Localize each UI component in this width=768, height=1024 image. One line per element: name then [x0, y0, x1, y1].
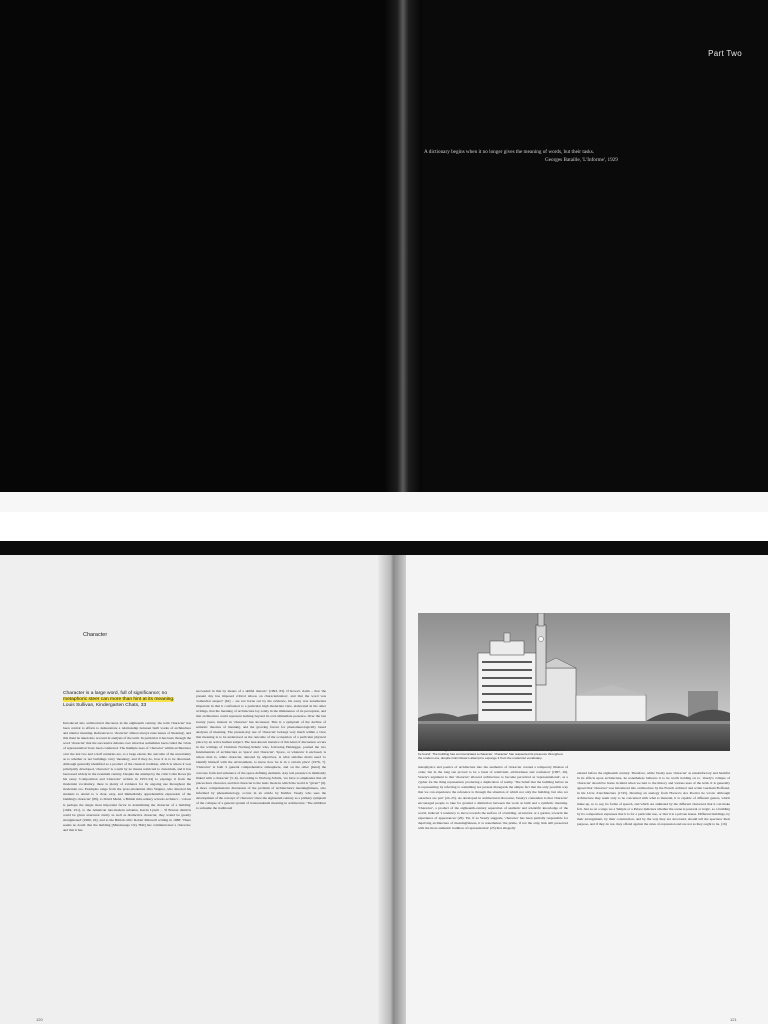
body-column-1: Introduced into architectural discourse in the eighteenth century, the term 'character' has been central to efforts to demonstrate a relationship between built works of architecture and ulterior meaning. References to 'character' almost always raise issues of 'meaning', and this must be taken into account in analysis of the term. In particular it has been through the word 'character' that the successive debates over what has sometimes been called the 'crisis of representation' have been conducted. The multiple uses of 'character' within architecture over the last two and a half centuries are, to a large extent, the outcome of the uncertainty as to whether or not buildings carry 'meaning', and if they do, how it is to be discerned. Although generally identified as a product of the classical tradition, which is where it was principally developed, 'character' is a term by no means restricted to classicism, and it has been used widely in the twentieth century. Despite the attempt by the critic Colin Rowe (in his essay 'Composition and Character' written in 1953–54) to expunge it from the modernist vocabulary, there is plenty of evidence for its ongoing use throughout the modernist era. Examples range from the proto-modernist Otto Wagner, who directed his students to attend to 'a clear, easy, and immediately apprehensible expression of the building's character' (89), to David Medd, a British mid-century schools architect – 'colour is perhaps the single most important factor in determining the character of a building' (1949, 251), to the American late-modern urbanist, Kevin Lynch – 'If Boston districts could be given structural clarity as well as distinctive character, they would be greatly strengthened' (1960, 22); and to the British critic Robert Maxwell writing in 1988: 'There seems no doubt that the building [Mississauga City Hall] has communicated a character, and that it has [63, 721, 191, 832]
book-gutter [384, 0, 422, 512]
chapter-title: Character [83, 632, 108, 638]
book-gutter [378, 541, 406, 1024]
page-number-right: 121 [730, 1017, 737, 1022]
body-column-3: metaphysics and poetics of architecture into the aesthetics of character created a temporary illusion of order, but in the long run proved to be a basis of relativism, arbitrariness and confusion' (1997, 26). Vesely's argument is that 'character' allowed architecture to become perceived as 'representational', as a cypher for the thing represented, producing a duplication of reality. 'The belief that the building before us is representing by referring to something not present disregards the simple fact that the only possible way that we can experience the reference is through the situation of which not only the building, but also we ourselves are part' (24–25). As developed in architectural discourse, Vesely's contention is that 'character' encouraged people to take for granted a distinction between the work as built and a symbolic meaning. 'Character', a product of the eighteenth-century separation of aesthetic and scientific knowledge of the world, induced 'a tendency to move towards the surface of a building, an interior or a garden, towards the experience of appearances' (26). Yet, if as Vesely suggests, 'character' has been partially responsible for depriving architecture of meaningfulness, it is nonetheless 'the prime, if not the only, link still preserved with the more authentic tradition of representation' (25) that allegedly [418, 765, 568, 831]
right-black-page [422, 0, 768, 512]
photo-caption: City Hall, Mississauga, Canada, E. Jones and M. Kirkland, 1982–86: 'an ideal of character is everywhere to be found'. The building has communicated a character; 'character' has reasserted its presence throughout the modern era, despite Colin Rowe's attempt to expunge it from the modernist vocabulary. [418, 748, 565, 761]
page-edge [0, 492, 768, 512]
highlight: metaphoric steer can more than hint at its meaning. [63, 697, 175, 703]
part-epigraph-quote: A dictionary begins when it no longer gives the meaning of words, but their tasks. [424, 149, 595, 155]
building-photograph [418, 613, 730, 751]
body-column-2: succeeded in this by means of a skilful rhetoric' (1993, 83). If Rowe's claim – that 'the present day has imposed critical taboos on characterization', and that the word was 'somewhat suspect' (62) – are not borne out by the evidence, his essay was nonetheless important in that it confronted to a particular high modernist view, elaborated in his other writings, that the meaning of architecture lay solely in the immanence of its perception, and that architecture could represent nothing beyond its own immediate presence. Over the last twenty years, interest in 'character' has increased. This is a symptom of the decline of semiotic theories of meaning, and the growing favour for phenomenologically based analyses of meaning. The present-day use of 'character' belongs very much within a view that meaning is to be understood as the outcome of the occupation of a particular physical place by an active human subject. The best-known instance of this kind of discussion occurs in the writings of Christian Norberg-Schulz who, following Heidegger, posited the two fundamentals of architecture as 'space' and 'character'. Space, or whatever it enclosed, is where man is, while character, denoted by adjectives, is what satisfies man's need 'to identify himself with the environment, to know how he is in a certain place' (1976, 7). 'Character' is both 'a general comprehensive atmosphere, and on the other [hand] the concrete form and substance of the space-defining elements. Any real presence is intimately linked with a character' (5–6). According to Norberg-Schulz, 'we have to emphasize that all places have character, and that character is the basic mode in which the world is "given"' (6). A more comprehensive discussion of the problem of architecture's meaningfulness, also informed by phenomenology, occurs in an article by Dalibor Vesely who sees the development of the concept of 'character' since the eighteenth century as a primary symptom of the collapse of a general system of transcendental meaning in architecture. 'The ambition to subsume the traditional [196, 689, 326, 811]
epigraph-line: Character is a large word, full of significance; no [63, 691, 168, 696]
character-entry-spread [0, 541, 768, 1024]
epigraph-line: Louis Sullivan, Kindergarten Chats, 33 [63, 703, 147, 709]
page-number-left: 120 [36, 1017, 43, 1022]
part-epigraph-attribution: Georges Bataille, 'L'Informe', 1929 [545, 157, 618, 163]
scan-shadow [0, 541, 768, 555]
body-column-4: existed before the eighteenth century. Therefore, while Vesely sees 'character' as unsatisfactory and harmful in its effects upon architecture, he nonetheless believes it to be worth holding on to. Vesely's critique of 'character' should be borne in mind when we turn to the history and various uses of the term. It is generally agreed that 'character' was introduced into architecture by the French architect and writer Germain Boffrand, in his Livre d'Architecture (1745). Drawing an analogy from Horace's Ars Poetica he wrote: Although architecture may seem only to be concerned with what is material, it is capable of different genres, which make up, so to say, its forms of speech, and which are animated by the different characters that it can make felt. Just as on a stage we a Temple or a Palace indicates whether the scene is pastoral or tragic, so a building by its composition expresses that it is for a particular use, or that it is a private house. Different buildings, by their arrangement, by their construction, and by the way they are decorated, should tell the spectator their purpose, and if they do not, they offend against the rules of expression and are not as they ought to be. (16) [577, 771, 730, 826]
part-heading: Part Two [708, 49, 742, 58]
